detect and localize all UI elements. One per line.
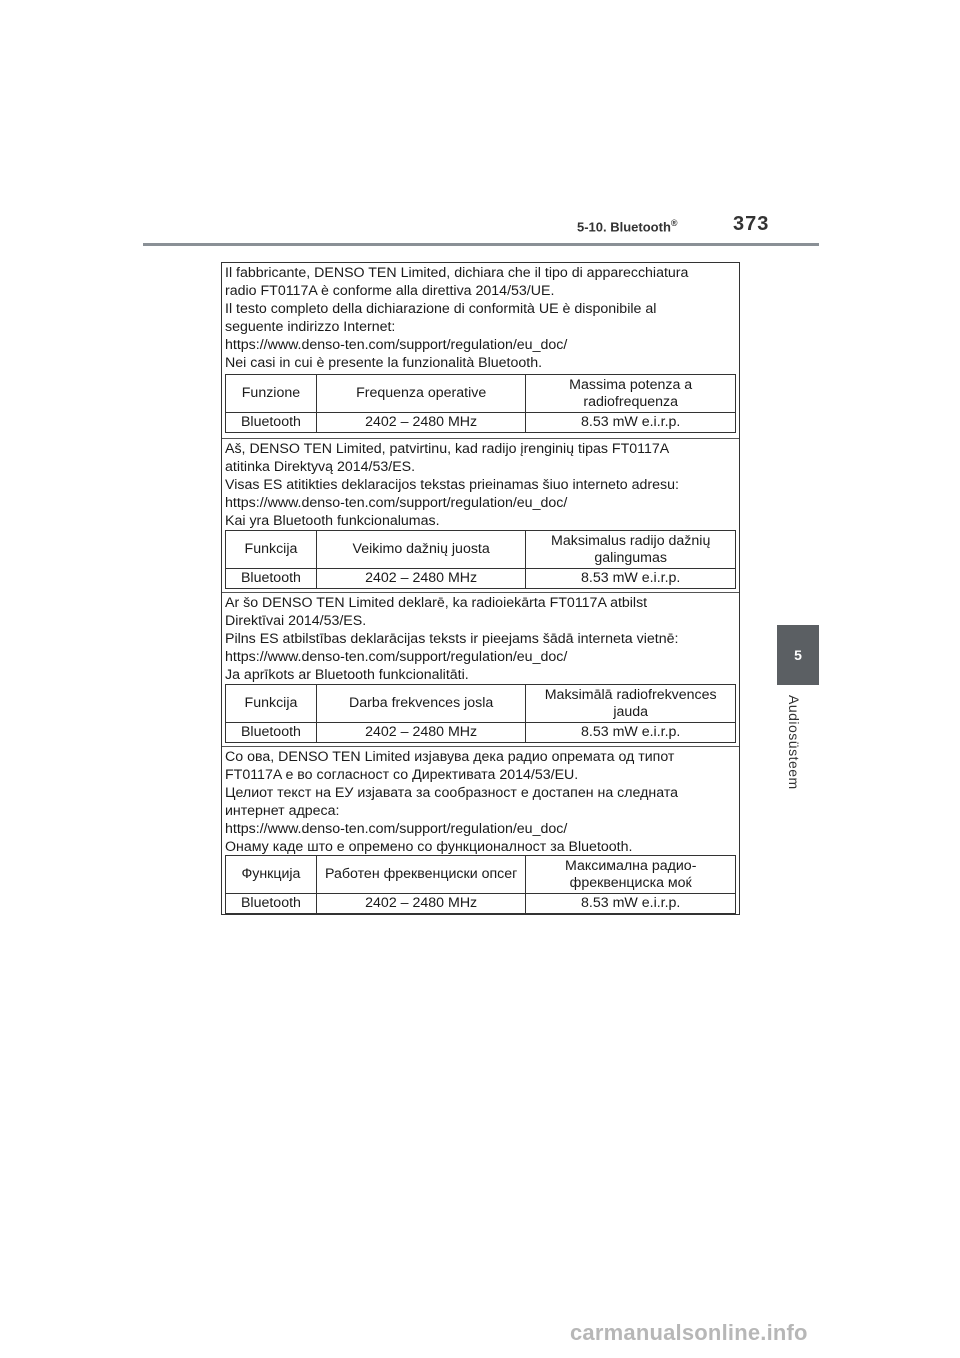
declaration-box (221, 262, 740, 915)
text-line: Nei casi in cui è presente la funzionalità Bluetooth. (225, 355, 543, 371)
declaration-block-lithuanian (222, 438, 739, 592)
table-cell: 8.53 mW e.i.r.p. (526, 723, 736, 743)
table-header-row (226, 856, 736, 894)
table-header-row (226, 531, 736, 569)
text-line: Со ова, DENSO TEN Limited изјавува дека радио опремата од типот (225, 749, 675, 765)
text-line: radio FT0117A è conforme alla direttiva 2014/53/UE. (225, 283, 555, 299)
text-line: Ar šo DENSO TEN Limited deklarē, ka radioiekārta FT0117A atbilst (225, 595, 648, 611)
page-number: 373 (733, 213, 770, 235)
text-line: Direktīvai 2014/53/ES. (225, 613, 367, 629)
header-divider (143, 243, 819, 246)
table-cell: 2402 – 2480 MHz (316, 413, 525, 433)
text-line: Целиот текст на ЕУ изјавата за сообразност е достапен на следната (225, 785, 679, 801)
table-cell: 2402 – 2480 MHz (316, 894, 526, 914)
table-cell: Bluetooth (226, 413, 317, 433)
registered-mark: ® (670, 218, 678, 228)
table-row (226, 413, 736, 433)
table-header-cell: Работен фреквенциски опсег (316, 856, 526, 894)
spec-table (225, 855, 736, 914)
table-header-row (226, 685, 736, 723)
section-title (577, 218, 678, 234)
table-cell: 2402 – 2480 MHz (316, 723, 525, 743)
table-header-row (226, 375, 736, 413)
text-line: Aš, DENSO TEN Limited, patvirtinu, kad radijo įrenginių tipas FT0117A (225, 441, 670, 457)
table-header-cell: Massima potenza a radiofrequenza (526, 375, 736, 413)
declaration-block-italian (222, 263, 739, 438)
text-line: Visas ES atitikties deklaracijos tekstas prieinamas šiuo interneto adresu: (225, 477, 679, 493)
declaration-block-latvian (222, 592, 739, 746)
chapter-tab[interactable]: 5 (777, 625, 819, 685)
table-header-cell: Функција (226, 856, 317, 894)
text-line: atitinka Direktyvą 2014/53/ES. (225, 459, 416, 475)
table-header-cell: Frequenza operative (316, 375, 525, 413)
chapter-label: Audiosüsteem (786, 695, 802, 790)
table-cell: Bluetooth (226, 569, 317, 589)
table-cell: 2402 – 2480 MHz (316, 569, 525, 589)
text-line: интернет адреса: (225, 803, 340, 819)
section-title-text: 5-10. Bluetooth (577, 219, 671, 235)
table-header-cell: Максимална радио-фреквенциска моќ (526, 856, 736, 894)
table-cell: Bluetooth (226, 723, 317, 743)
spec-table (225, 684, 736, 743)
table-row (226, 723, 736, 743)
declaration-block-macedonian (222, 746, 739, 914)
table-header-cell: Darba frekvences josla (316, 685, 525, 723)
table-header-cell: Veikimo dažnių juosta (316, 531, 525, 569)
declaration-url[interactable]: https://www.denso-ten.com/support/regulation/eu_doc/ (225, 495, 568, 511)
table-cell: 8.53 mW e.i.r.p. (526, 569, 736, 589)
text-line: Pilns ES atbilstības deklarācijas teksts ir pieejams šādā interneta vietnē: (225, 631, 679, 647)
spec-table (225, 530, 736, 589)
text-line: Онаму каде што е опремено со функционалност за Bluetooth. (225, 839, 633, 855)
text-line: Kai yra Bluetooth funkcionalumas. (225, 513, 440, 529)
table-row (226, 894, 736, 914)
table-header-cell: Funzione (226, 375, 317, 413)
text-line: Il fabbricante, DENSO TEN Limited, dichiara che il tipo di apparecchiatura (225, 265, 689, 281)
spec-table (225, 374, 736, 433)
table-cell: 8.53 mW e.i.r.p. (526, 894, 736, 914)
table-header-cell: Maksimālā radiofrekvences jauda (526, 685, 736, 723)
declaration-url[interactable]: https://www.denso-ten.com/support/regulation/eu_doc/ (225, 337, 568, 353)
watermark: carmanualsonline.info (570, 1320, 808, 1345)
table-cell: 8.53 mW e.i.r.p. (526, 413, 736, 433)
table-header-cell: Funkcija (226, 531, 317, 569)
declaration-url[interactable]: https://www.denso-ten.com/support/regulation/eu_doc/ (225, 821, 568, 837)
table-cell: Bluetooth (226, 894, 317, 914)
text-line: Ja aprīkots ar Bluetooth funkcionalitāti. (225, 667, 469, 683)
text-line: FT0117A е во согласност со Директивата 2014/53/EU. (225, 767, 579, 783)
declaration-url[interactable]: https://www.denso-ten.com/support/regulation/eu_doc/ (225, 649, 568, 665)
text-line: Il testo completo della dichiarazione di conformità UE è disponibile al (225, 301, 657, 317)
page-header (0, 0, 960, 250)
text-line: seguente indirizzo Internet: (225, 319, 396, 335)
table-row (226, 569, 736, 589)
table-header-cell: Maksimalus radijo dažnių galingumas (526, 531, 736, 569)
table-header-cell: Funkcija (226, 685, 317, 723)
